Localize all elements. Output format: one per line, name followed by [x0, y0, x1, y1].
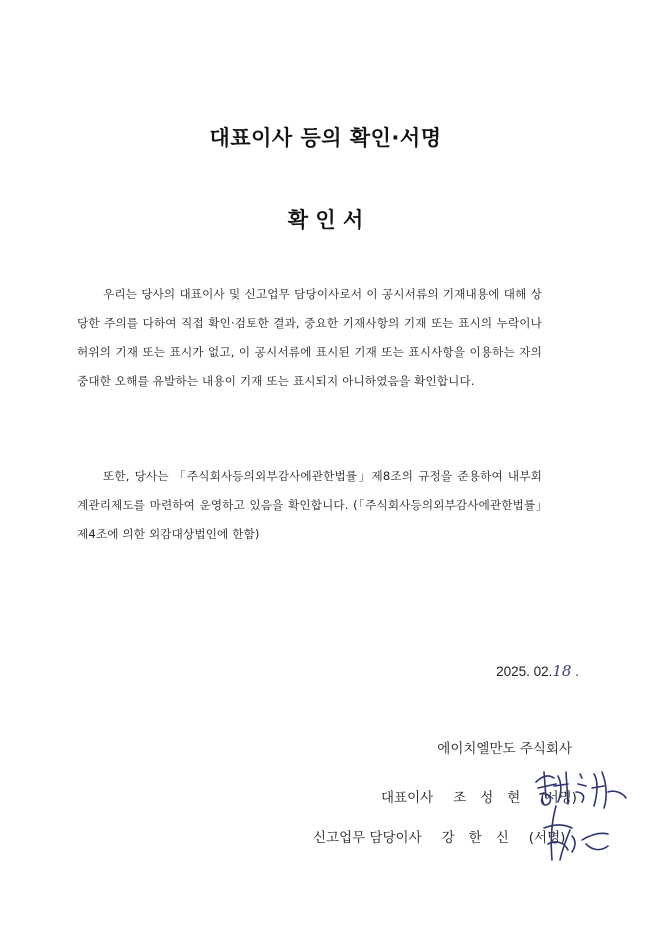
confirmation-paragraph — [77, 280, 542, 396]
company-name: 에이치엘만도 주식회사 — [437, 741, 572, 757]
signer-name-char: 신 — [495, 830, 509, 846]
signer-disclosure-director — [313, 826, 565, 846]
signer-ceo — [381, 786, 577, 806]
document-date — [496, 662, 579, 680]
signer-role: 대표이사 — [381, 790, 434, 806]
signer-name-char: 한 — [468, 830, 482, 846]
paragraph-text: 또한, 당사는 「주식회사등의외부감사에관한법률」제8조의 규정을 준용하여 내부회계관리제도를 마련하여 운영하고 있음을 확인합니다. (「주식회사등의외부감사에관한법률」제4조에 의한 외감대상법인에 한함) — [77, 469, 542, 541]
signer-name-char: 성 — [480, 790, 494, 806]
date-day-handwritten: 18 — [552, 662, 572, 680]
date-prefix: 2025. 02. — [496, 664, 553, 679]
internal-control-paragraph — [77, 462, 542, 549]
paragraph-text: 우리는 당사의 대표이사 및 신고업무 담당이사로서 이 공시서류의 기재내용에 대해 상당한 주의를 다하여 직접 확인·검토한 결과, 중요한 기재사항의 기재 또는 표시의 누락이나 허위의 기재 또는 표시가 없고, 이 공시서류에 표시된 기재 또는 표시사항을 이용하는 자의 중대한 오해를 유발하는 내용이 기재 또는 표시되지 아니하였음을 확인합니다. — [77, 287, 542, 388]
signer-name-char: 현 — [507, 790, 521, 806]
document-subtitle: 확 인 서 — [287, 208, 364, 232]
signer-name-char: 강 — [441, 830, 455, 846]
signer-role: 신고업무 담당이사 — [313, 830, 422, 846]
signer-name-char: 조 — [453, 790, 467, 806]
document-title: 대표이사 등의 확인·서명 — [209, 126, 442, 150]
sign-label: (서명) — [528, 830, 566, 846]
sign-label: (서명) — [540, 790, 577, 806]
date-suffix: . — [571, 664, 579, 679]
